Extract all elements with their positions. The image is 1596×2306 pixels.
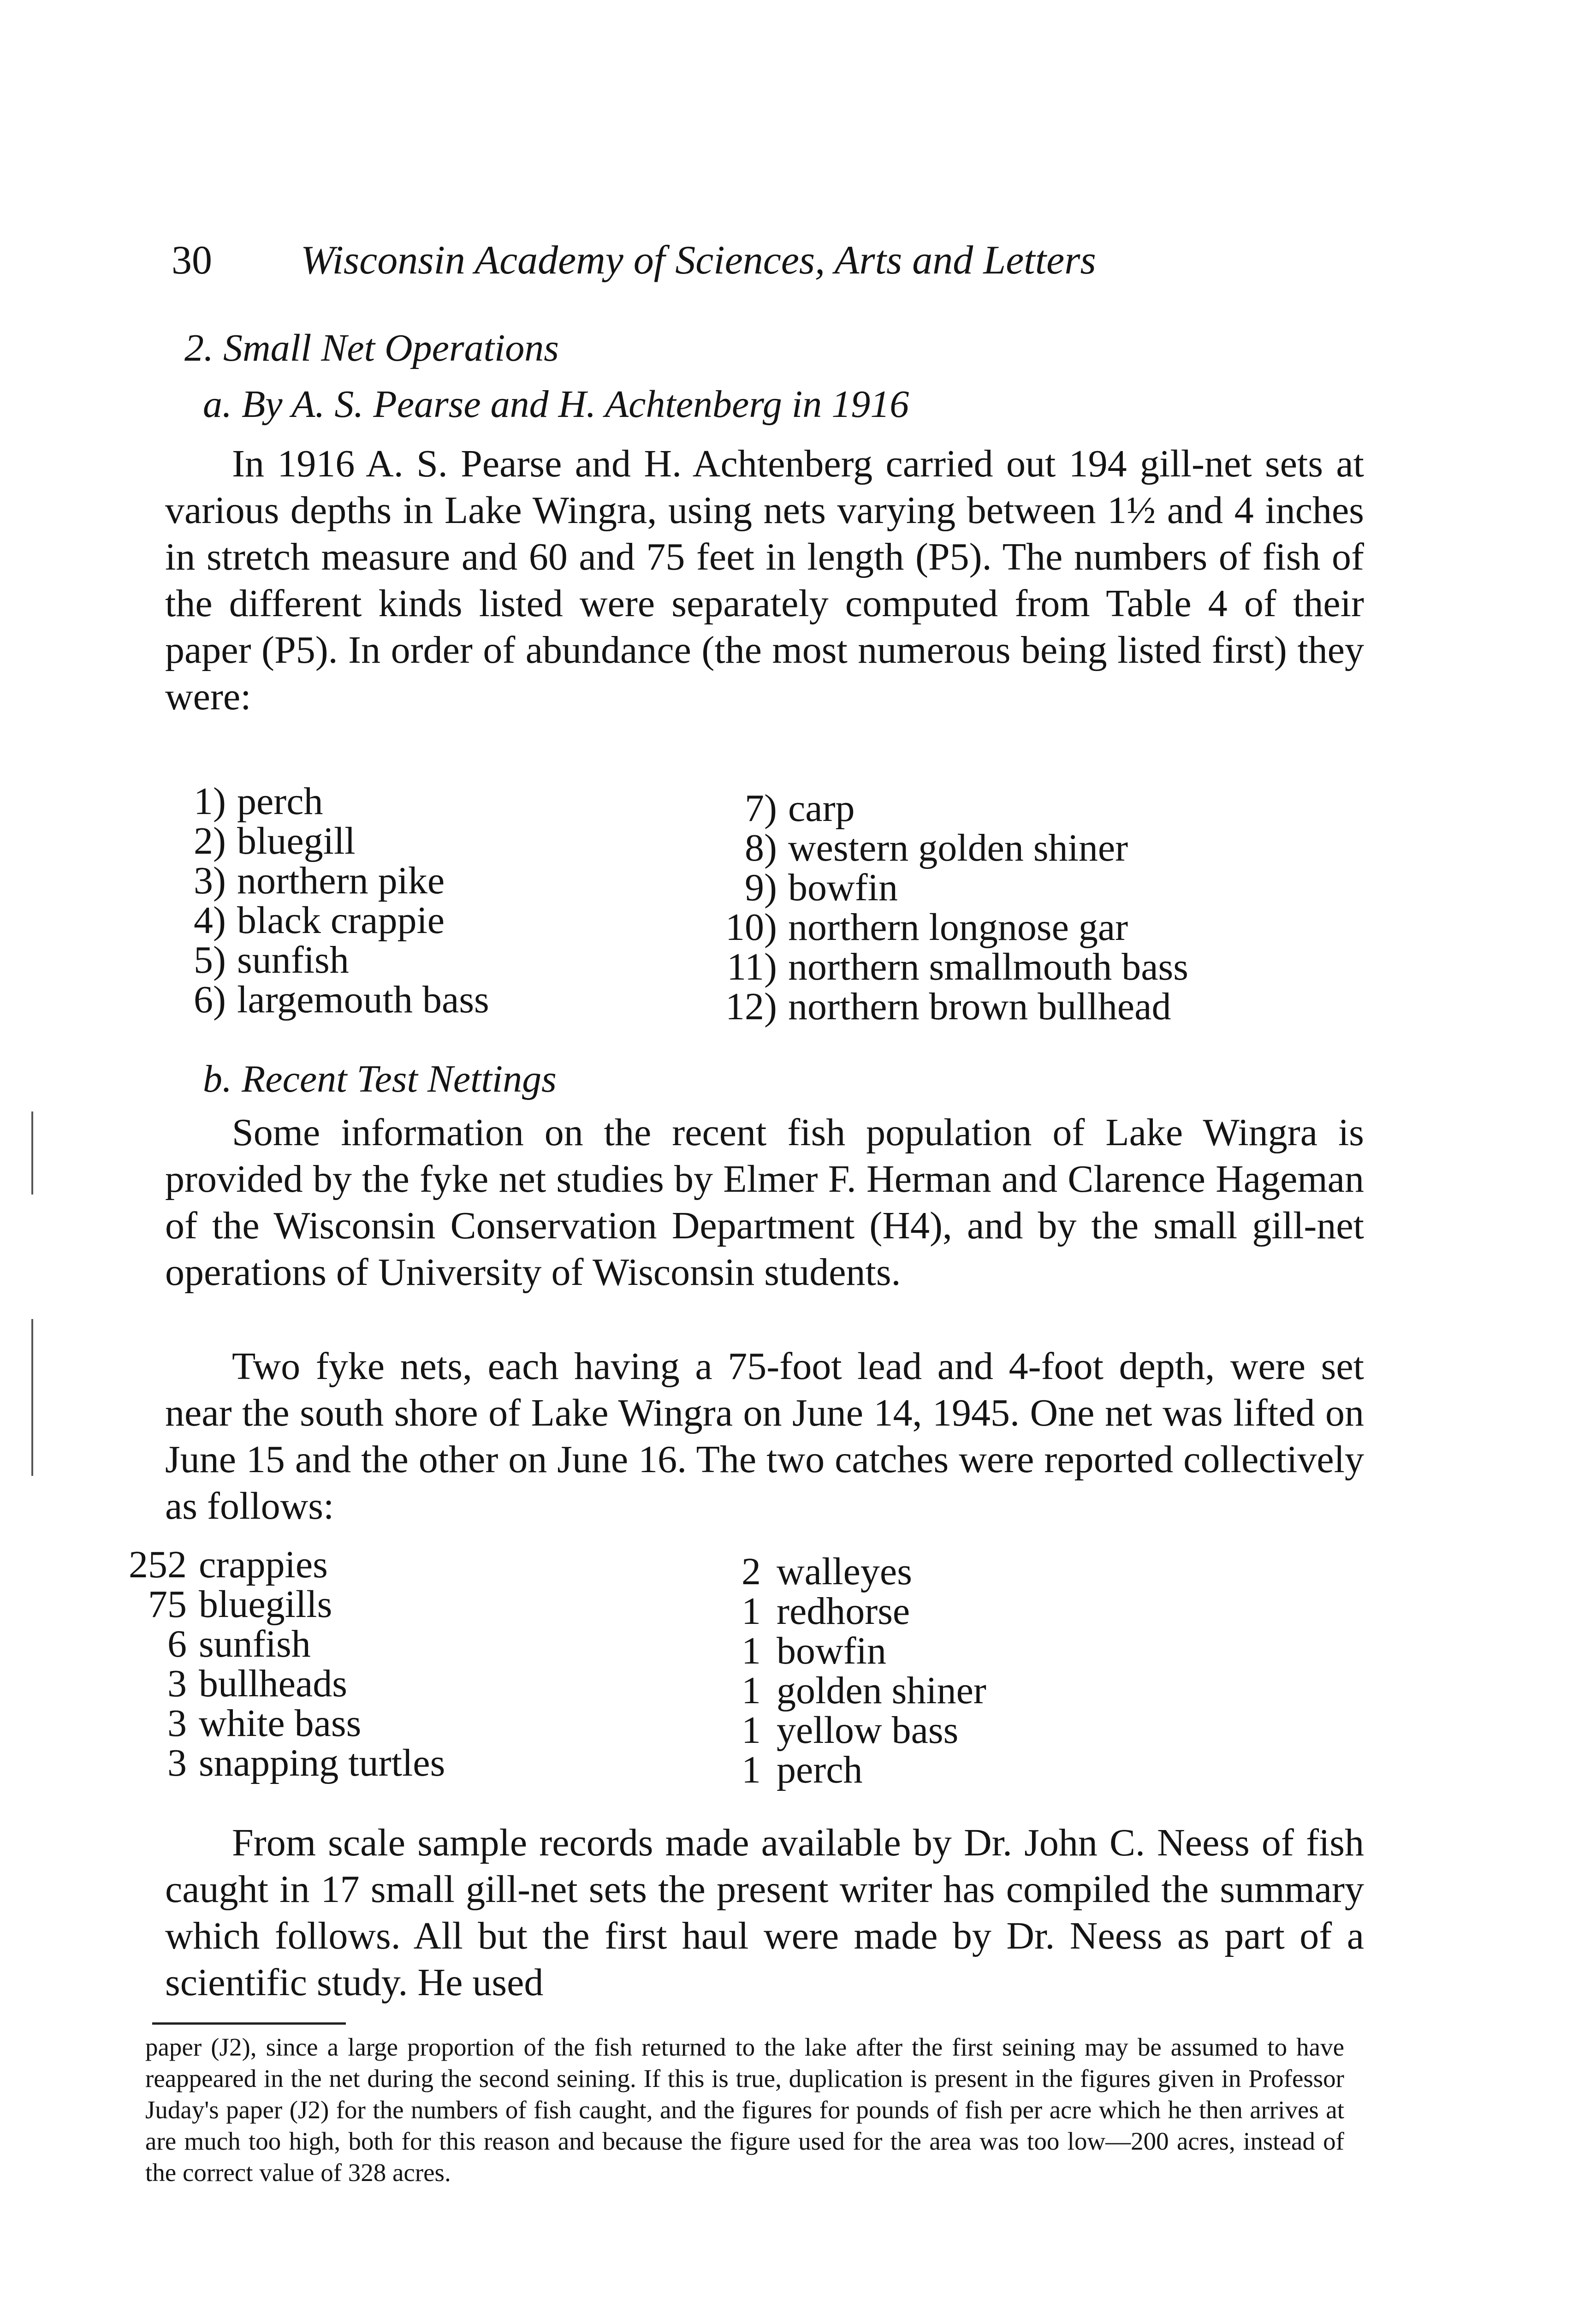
list-item xyxy=(111,1545,445,1585)
fish-name: perch xyxy=(237,780,323,823)
catch-count: 6 xyxy=(167,1623,187,1665)
fish-name: sunfish xyxy=(199,1623,311,1665)
fish-list-left xyxy=(166,782,489,1020)
list-number: 6) xyxy=(194,978,226,1021)
fish-name: walleyes xyxy=(777,1550,912,1593)
list-item xyxy=(717,789,1188,828)
catch-count: 3 xyxy=(167,1702,187,1745)
list-item xyxy=(729,1631,986,1671)
subsection-b-heading: b. Recent Test Nettings xyxy=(203,1058,557,1100)
catch-count: 252 xyxy=(129,1543,187,1586)
list-item xyxy=(717,987,1188,1027)
list-number: 1) xyxy=(194,780,226,823)
fish-name: redhorse xyxy=(777,1590,910,1633)
catch-count: 2 xyxy=(742,1550,761,1593)
footnote: paper (J2), since a large proportion of the fish returned to the lake after the first seining may be assumed to have reappeared in the net during the second seining. If this is true, duplication is present in the figures given in Professor Juday's paper (J2) for the numbers of fish caught, and the figures for pounds of fish per acre which he then arrives at are much too high, both for this reason and because the figure used for the area was too low—200 acres, instead of the correct value of 328 acres. xyxy=(145,2033,1344,2187)
list-item xyxy=(111,1664,445,1704)
paragraph-scale-samples xyxy=(165,1819,1364,2006)
list-item xyxy=(166,940,489,980)
fish-name: yellow bass xyxy=(777,1709,959,1752)
list-item xyxy=(729,1750,986,1790)
margin-mark xyxy=(31,1319,33,1476)
list-number: 5) xyxy=(194,939,226,981)
list-item xyxy=(111,1704,445,1743)
fish-name: bluegill xyxy=(237,820,356,862)
catch-count: 1 xyxy=(742,1669,761,1712)
list-number: 11) xyxy=(727,945,777,988)
fish-name: northern smallmouth bass xyxy=(788,945,1188,988)
fish-name: bowfin xyxy=(777,1629,886,1672)
paragraph-text: Two fyke nets, each having a 75-foot lead and 4-foot depth, were set near the south shore of Lake Wingra on June 14, 1945. One net was lifted on June 15 and the other on June 16. The two catches were reported collectively as follows: xyxy=(165,1345,1364,1527)
fish-name: bullheads xyxy=(199,1662,347,1705)
running-head xyxy=(172,233,1371,288)
list-number: 12) xyxy=(725,985,777,1028)
catch-count: 3 xyxy=(167,1662,187,1705)
list-number: 2) xyxy=(194,820,226,862)
paragraph-text: In 1916 A. S. Pearse and H. Achtenberg carried out 194 gill-net sets at various depths in Lake Wingra, using nets varying between 1½ and 4 inches in stretch measure and 60 and 75 feet in length (P5). The numbers of fish of the different kinds listed were separately computed from Table 4 of their paper (P5). In order of abundance (the most numerous being listed first) they were: xyxy=(165,442,1364,718)
fish-name: black crappie xyxy=(237,899,445,942)
margin-mark xyxy=(31,1111,33,1195)
catch-count: 1 xyxy=(742,1629,761,1672)
fish-name: perch xyxy=(777,1748,863,1791)
fish-name: bowfin xyxy=(788,866,898,909)
subsection-a-heading: a. By A. S. Pearse and H. Achtenberg in 1916 xyxy=(203,383,909,426)
fish-name: northern pike xyxy=(237,859,445,902)
fish-name: bluegills xyxy=(199,1583,332,1626)
catch-count: 1 xyxy=(742,1709,761,1752)
list-item xyxy=(166,861,489,901)
running-title: Wisconsin Academy of Sciences, Arts and Letters xyxy=(301,238,1096,283)
paragraph-fyke-nets xyxy=(165,1343,1364,1529)
list-item xyxy=(729,1711,986,1750)
list-item xyxy=(111,1585,445,1624)
footnote-rule xyxy=(152,2022,346,2025)
fish-name: golden shiner xyxy=(777,1669,986,1712)
list-item xyxy=(717,868,1188,908)
list-item xyxy=(729,1592,986,1631)
catch-count: 75 xyxy=(148,1583,187,1626)
fish-list-right xyxy=(717,789,1188,1027)
list-number: 7) xyxy=(745,787,777,830)
paragraph-text: From scale sample records made available by Dr. John C. Neess of fish caught in 17 small gill-net sets the present writer has compiled the summary which follows. All but the first haul were made by Dr. Neess as part of a scientific study. He used xyxy=(165,1821,1364,2004)
catch-list-left xyxy=(111,1545,445,1783)
list-item xyxy=(166,782,489,821)
fish-name: carp xyxy=(788,787,855,830)
fish-name: largemouth bass xyxy=(237,978,489,1021)
list-number: 8) xyxy=(745,826,777,869)
section-heading: 2. Small Net Operations xyxy=(184,327,559,369)
list-item xyxy=(111,1624,445,1664)
list-item xyxy=(111,1743,445,1783)
fish-name: white bass xyxy=(199,1702,362,1745)
list-number: 3) xyxy=(194,859,226,902)
catch-count: 1 xyxy=(742,1590,761,1633)
fish-name: northern longnose gar xyxy=(788,906,1128,949)
fish-name: northern brown bullhead xyxy=(788,985,1171,1028)
fish-name: sunfish xyxy=(237,939,349,981)
list-item xyxy=(166,901,489,940)
catch-list-right xyxy=(729,1552,986,1790)
list-item xyxy=(729,1552,986,1592)
fish-name: western golden shiner xyxy=(788,826,1128,869)
list-item xyxy=(717,908,1188,947)
list-item xyxy=(717,947,1188,987)
list-item xyxy=(166,980,489,1020)
list-number: 9) xyxy=(745,866,777,909)
list-item xyxy=(729,1671,986,1711)
catch-count: 3 xyxy=(167,1741,187,1784)
fish-name: crappies xyxy=(199,1543,328,1586)
list-number: 10) xyxy=(725,906,777,949)
paragraph-recent-info xyxy=(165,1109,1364,1296)
paragraph-text: Some information on the recent fish population of Lake Wingra is provided by the fyke net studies by Elmer F. Herman and Clarence Hageman of the Wisconsin Conservation Department (H4), and by the small gill-net operations of University of Wisconsin students. xyxy=(165,1111,1364,1294)
list-item xyxy=(717,828,1188,868)
fish-name: snapping turtles xyxy=(199,1741,445,1784)
list-item xyxy=(166,821,489,861)
paragraph-pearse-achtenberg xyxy=(165,440,1364,720)
list-number: 4) xyxy=(194,899,226,942)
page-number: 30 xyxy=(172,238,212,283)
catch-count: 1 xyxy=(742,1748,761,1791)
